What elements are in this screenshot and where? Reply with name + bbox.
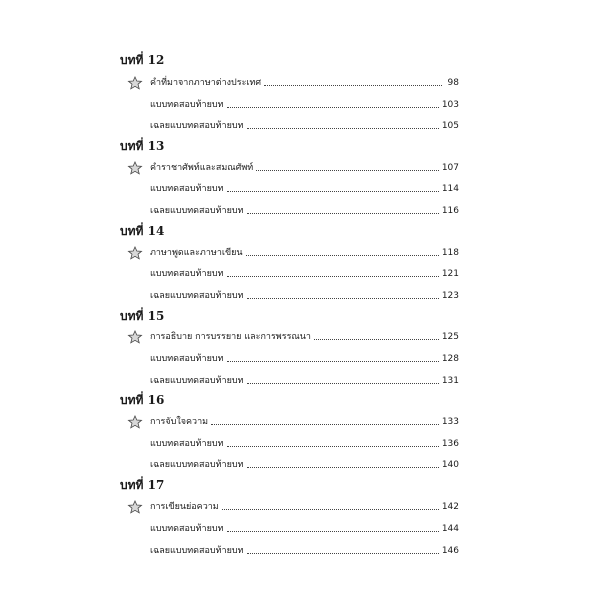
star-bullet-icon (127, 161, 143, 175)
entry-title: เฉลยแบบทดสอบท้ายบท (150, 376, 244, 386)
dot-leader (227, 190, 439, 192)
entry-page: 144 (441, 524, 459, 534)
toc-entry[interactable] (150, 120, 459, 132)
toc-entry[interactable] (150, 331, 459, 343)
entry-page: 105 (441, 121, 459, 131)
entry-title: เฉลยแบบทดสอบท้ายบท (150, 546, 244, 556)
chapter-heading: บทที่ 16 (120, 393, 165, 407)
entry-page: 114 (441, 184, 459, 194)
chapter-heading: บทที่ 17 (120, 478, 165, 492)
entry-page: 142 (441, 502, 459, 512)
toc-entry[interactable] (150, 247, 459, 259)
dot-leader (247, 127, 439, 129)
entry-page: 131 (441, 376, 459, 386)
entry-page: 121 (441, 269, 459, 279)
star-bullet-icon (127, 415, 143, 429)
dot-leader (264, 84, 442, 86)
toc-entry[interactable] (150, 353, 459, 365)
entry-title: แบบทดสอบท้ายบท (150, 184, 224, 194)
chapter-heading: บทที่ 15 (120, 309, 165, 323)
entry-title: เฉลยแบบทดสอบท้ายบท (150, 291, 244, 301)
toc-entry[interactable] (150, 375, 459, 387)
dot-leader (247, 466, 439, 468)
dot-leader (227, 530, 439, 532)
entry-title: การจับใจความ (150, 417, 209, 427)
entry-page: 116 (441, 206, 459, 216)
entry-title: ภาษาพูดและภาษาเขียน (150, 248, 243, 258)
toc-entry[interactable] (150, 459, 459, 471)
dot-leader (227, 445, 439, 447)
toc-entry[interactable] (150, 438, 459, 450)
star-bullet-icon (127, 246, 143, 260)
entry-title: การอธิบาย การบรรยาย และการพรรณนา (150, 332, 311, 342)
toc-entry[interactable] (150, 523, 459, 535)
chapter-heading: บทที่ 14 (120, 224, 165, 238)
chapter-heading: บทที่ 12 (120, 53, 165, 67)
toc-entry[interactable] (150, 268, 459, 280)
entry-page: 146 (441, 546, 459, 556)
dot-leader (247, 382, 439, 384)
star-bullet-icon (127, 500, 143, 514)
dot-leader (247, 552, 439, 554)
chapter-heading: บทที่ 13 (120, 139, 165, 153)
entry-title: แบบทดสอบท้ายบท (150, 354, 224, 364)
dot-leader (246, 254, 439, 256)
star-bullet-icon (127, 330, 143, 344)
entry-title: เฉลยแบบทดสอบท้ายบท (150, 121, 244, 131)
entry-title: แบบทดสอบท้ายบท (150, 439, 224, 449)
entry-title: เฉลยแบบทดสอบท้ายบท (150, 460, 244, 470)
entry-page: 123 (441, 291, 459, 301)
entry-title: คำราชาศัพท์และสมณศัพท์ (150, 163, 254, 173)
entry-page: 118 (441, 248, 459, 258)
entry-title: แบบทดสอบท้ายบท (150, 269, 224, 279)
toc-entry[interactable] (150, 545, 459, 557)
entry-title: เฉลยแบบทดสอบท้ายบท (150, 206, 244, 216)
star-bullet-icon (127, 76, 143, 90)
entry-title: การเขียนย่อความ (150, 502, 219, 512)
entry-page: 125 (441, 332, 459, 342)
dot-leader (256, 169, 439, 171)
dot-leader (227, 275, 439, 277)
entry-page: 140 (441, 460, 459, 470)
dot-leader (227, 106, 439, 108)
toc-entry[interactable] (150, 501, 459, 513)
toc-entry[interactable] (150, 205, 459, 217)
dot-leader (247, 297, 439, 299)
entry-page: 136 (441, 439, 459, 449)
entry-page: 103 (441, 100, 459, 110)
dot-leader (314, 338, 439, 340)
dot-leader (222, 508, 439, 510)
entry-title: แบบทดสอบท้ายบท (150, 100, 224, 110)
entry-page: 107 (441, 163, 459, 173)
toc-entry[interactable] (150, 162, 459, 174)
toc-entry[interactable] (150, 416, 459, 428)
toc-entry[interactable] (150, 183, 459, 195)
entry-title: แบบทดสอบท้ายบท (150, 524, 224, 534)
dot-leader (211, 423, 439, 425)
entry-page: 128 (441, 354, 459, 364)
dot-leader (247, 212, 439, 214)
entry-page: 133 (441, 417, 459, 427)
entry-title: คำที่มาจากภาษาต่างประเทศ (150, 78, 262, 88)
toc-entry[interactable] (150, 290, 459, 302)
entry-page: 98 (447, 78, 459, 88)
dot-leader (227, 360, 439, 362)
toc-entry[interactable] (150, 99, 459, 111)
toc-entry[interactable] (150, 77, 459, 89)
